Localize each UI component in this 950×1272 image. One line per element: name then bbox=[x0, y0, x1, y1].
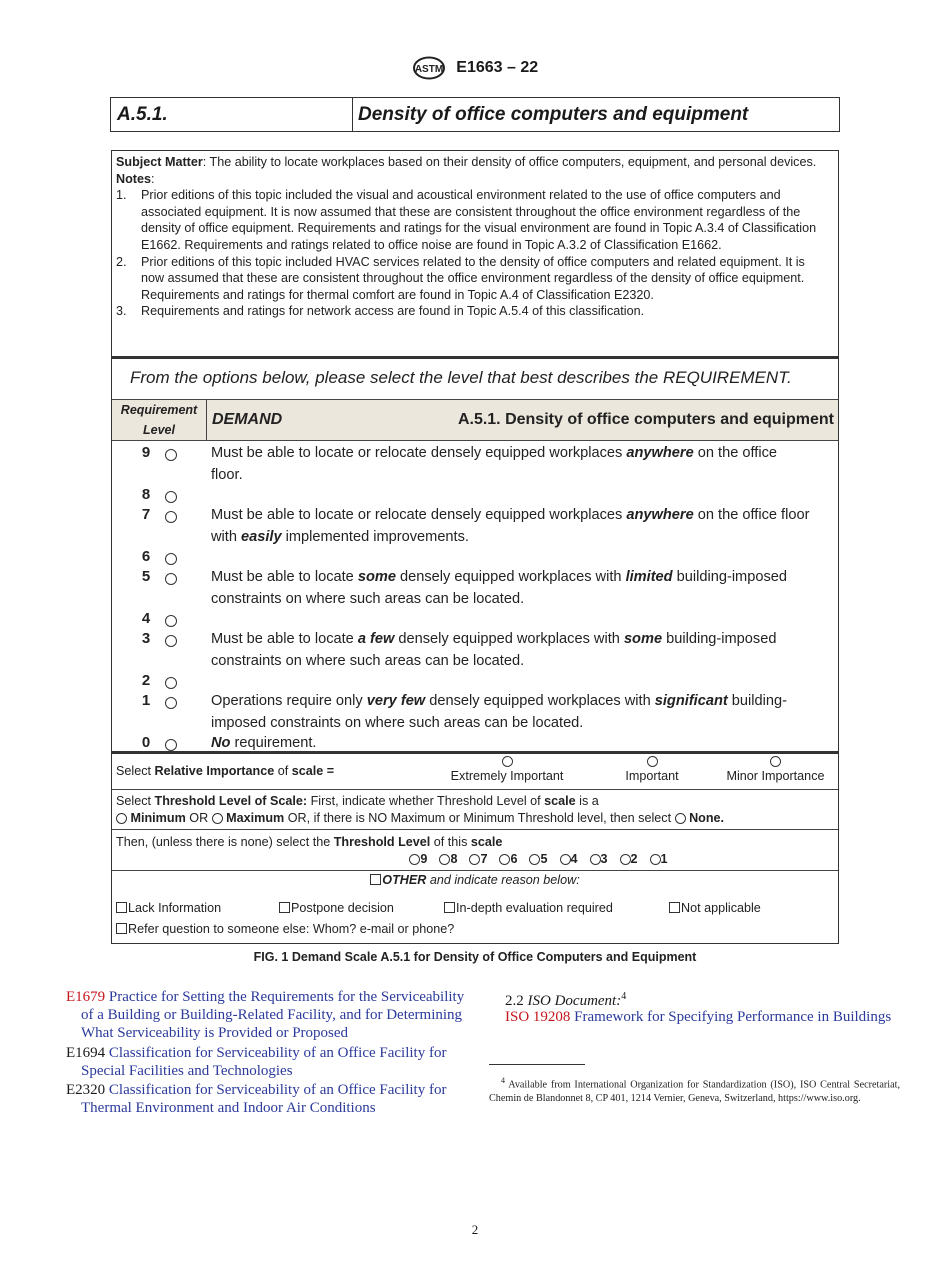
topic-number: A.5.1. bbox=[111, 98, 353, 131]
threshold-option-5[interactable] bbox=[529, 852, 547, 866]
level-number: 0 bbox=[141, 734, 151, 751]
ref-code: E1694 bbox=[66, 1045, 106, 1061]
level-description bbox=[211, 691, 811, 734]
other-checkbox[interactable] bbox=[370, 874, 381, 885]
emphasis-text: significant bbox=[654, 693, 728, 709]
level-radio-0[interactable] bbox=[165, 739, 177, 751]
importance-option-label: Extremely Important bbox=[450, 769, 564, 783]
importance-option-label: Minor Importance bbox=[726, 769, 825, 783]
reason-label: Refer question to someone else: Whom? e-mail or phone? bbox=[128, 922, 455, 936]
emphasis-text: anywhere bbox=[626, 445, 694, 461]
level-description bbox=[211, 567, 811, 610]
thl-t2: of this bbox=[430, 835, 471, 849]
none-radio[interactable] bbox=[675, 813, 686, 824]
page-number: 2 bbox=[471, 1222, 479, 1237]
other-label: OTHER bbox=[382, 873, 427, 887]
radio-icon[interactable] bbox=[502, 756, 513, 767]
imp-mid: of bbox=[274, 764, 292, 778]
none-label: None. bbox=[689, 811, 725, 825]
ref-title[interactable]: Practice for Setting the Requirements for the Serviceability of a Building or Building-Related Facility, and for Determining What Serviceability is Provided or Proposed bbox=[81, 989, 465, 1042]
threshold-option-label: 9 bbox=[420, 852, 428, 866]
reason-refer[interactable] bbox=[116, 922, 831, 936]
maximum-label: Maximum bbox=[226, 811, 285, 825]
checkbox-icon[interactable] bbox=[116, 923, 127, 934]
thl-t1: Then, (unless there is none) select the bbox=[116, 835, 334, 849]
reference-item bbox=[66, 1081, 476, 1117]
radio-icon[interactable] bbox=[409, 854, 420, 865]
figure-caption: FIG. 1 Demand Scale A.5.1 for Density of Office Computers and Equipment bbox=[253, 950, 697, 964]
emphasis-text: a few bbox=[357, 631, 395, 647]
radio-icon[interactable] bbox=[439, 854, 450, 865]
radio-icon[interactable] bbox=[499, 854, 510, 865]
level-radio-8[interactable] bbox=[165, 491, 177, 503]
importance-option-label: Important bbox=[625, 769, 679, 783]
section-title: ISO Document: bbox=[527, 993, 622, 1009]
description-text: on the office floor with bbox=[211, 507, 810, 545]
emphasis-text: easily bbox=[241, 528, 282, 545]
other-text: and indicate reason below: bbox=[426, 873, 580, 887]
level-radio-6[interactable] bbox=[165, 553, 177, 565]
threshold-option-3[interactable] bbox=[590, 852, 608, 866]
level-number: 9 bbox=[141, 444, 151, 461]
footnote-text: Available from International Organization for Standardization (ISO), ISO Central Secretariat, Chemin de Blandonnet 8, CP 401, 1214 Vernier, Geneva, Switzerland, https://www.iso.org. bbox=[489, 1079, 900, 1104]
imp-bold2: scale = bbox=[291, 764, 335, 778]
description-text: Must be able to locate or relocate densely equipped workplaces bbox=[211, 445, 627, 461]
req-level-line2: Level bbox=[143, 423, 175, 437]
reference-item bbox=[66, 988, 476, 1043]
imp-bold1: Relative Importance bbox=[154, 764, 275, 778]
importance-label bbox=[116, 764, 334, 778]
designation: E1663 – 22 bbox=[456, 59, 539, 77]
or-text: OR bbox=[185, 811, 212, 825]
level-number: 5 bbox=[141, 568, 151, 585]
thl-bold1: Threshold Level bbox=[333, 835, 431, 849]
emphasis-text: very few bbox=[366, 693, 426, 709]
level-radio-2[interactable] bbox=[165, 677, 177, 689]
imp-prefix: Select bbox=[116, 764, 155, 778]
description-text: implemented improvements. bbox=[281, 528, 469, 545]
level-number: 1 bbox=[141, 692, 151, 709]
reason-postpone[interactable] bbox=[279, 901, 394, 915]
level-radio-9[interactable] bbox=[165, 449, 177, 461]
emphasis-text: some bbox=[623, 631, 663, 647]
threshold-level-row bbox=[116, 834, 831, 868]
footnote-ref[interactable]: 4 bbox=[621, 991, 627, 1002]
section-number: 2.2 bbox=[505, 993, 524, 1009]
subject-text: : The ability to locate workplaces based on their density of office computers, equipment, and personal devices. bbox=[202, 155, 817, 169]
page-header bbox=[0, 56, 950, 80]
footnote bbox=[489, 1074, 900, 1105]
relative-importance-row bbox=[112, 751, 838, 788]
ref-code: E2320 bbox=[66, 1082, 106, 1098]
iso-reference bbox=[505, 1008, 915, 1026]
radio-icon[interactable] bbox=[647, 756, 658, 767]
subject-label: Subject Matter bbox=[116, 155, 203, 169]
radio-icon[interactable] bbox=[560, 854, 571, 865]
radio-icon[interactable] bbox=[590, 854, 601, 865]
astm-logo bbox=[412, 56, 446, 80]
subject-matter bbox=[116, 154, 831, 320]
thr-bold2: scale bbox=[544, 794, 576, 808]
description-text: densely equipped workplaces with bbox=[395, 569, 626, 585]
description-text: Must be able to locate bbox=[211, 569, 358, 585]
demand-header bbox=[112, 399, 838, 441]
reason-in-depth[interactable] bbox=[444, 901, 613, 915]
threshold-option-label: 7 bbox=[480, 852, 488, 866]
radio-icon[interactable] bbox=[529, 854, 540, 865]
note-item bbox=[116, 303, 831, 320]
description-text: Must be able to locate bbox=[211, 631, 358, 647]
threshold-option-9[interactable] bbox=[409, 852, 427, 866]
threshold-option-label: 4 bbox=[570, 852, 578, 866]
req-level-line1: Requirement bbox=[120, 403, 198, 417]
thr-select: Select bbox=[116, 794, 155, 808]
level-radio-5[interactable] bbox=[165, 573, 177, 585]
other-row bbox=[112, 873, 838, 887]
note-num: 2. bbox=[116, 254, 127, 269]
ref-code[interactable]: ISO 19208 bbox=[505, 1009, 571, 1025]
description-text: on the office floor. bbox=[211, 445, 777, 483]
ref-code[interactable]: E1679 bbox=[66, 989, 106, 1005]
importance-option-minor[interactable] bbox=[717, 756, 834, 783]
level-number: 3 bbox=[141, 630, 151, 647]
threshold-option-1[interactable] bbox=[650, 852, 668, 866]
minimum-label: Minimum bbox=[130, 811, 186, 825]
emphasis-text: anywhere bbox=[626, 507, 694, 523]
emphasis-text: some bbox=[357, 569, 396, 585]
level-radio-1[interactable] bbox=[165, 697, 177, 709]
notes-label: Notes bbox=[116, 171, 151, 186]
level-radio-4[interactable] bbox=[165, 615, 177, 627]
reference-item bbox=[66, 1044, 476, 1080]
demand-title: A.5.1. Density of office computers and equipment bbox=[457, 411, 834, 428]
description-text: densely equipped workplaces with bbox=[394, 631, 624, 647]
checkbox-icon[interactable] bbox=[669, 902, 680, 913]
importance-option-important[interactable] bbox=[607, 756, 697, 783]
threshold-scale-row bbox=[116, 793, 724, 827]
demand-label: DEMAND bbox=[212, 411, 283, 428]
level-description bbox=[211, 505, 811, 548]
instruction-text: From the options below, please select the level that best describes the REQUIREMENT. bbox=[130, 368, 792, 387]
thr-t3: OR, if there is NO Maximum or Minimum Threshold level, then select bbox=[284, 811, 675, 825]
divider bbox=[112, 356, 838, 359]
divider bbox=[112, 789, 838, 790]
description-text: building-imposed constraints on where such areas can be located. bbox=[211, 631, 777, 669]
description-text: Operations require only bbox=[211, 693, 367, 709]
level-radio-3[interactable] bbox=[165, 635, 177, 647]
checkbox-icon[interactable] bbox=[279, 902, 290, 913]
description-text: building-imposed constraints on where such areas can be located. bbox=[211, 569, 787, 607]
level-number: 7 bbox=[141, 506, 151, 523]
level-number: 6 bbox=[141, 548, 151, 565]
ref-title[interactable]: Classification for Serviceability of an Office Facility for Special Facilities and Technologies bbox=[81, 1045, 447, 1080]
note-text: Prior editions of this topic included HVAC services related to the density of office computers and related equipment. It is now assumed that these are consistent throughout the office environment regardless of the density of office equipment. Requirements and ratings for thermal comfort are found in Topic A.4 of Classification E2320. bbox=[141, 254, 805, 302]
description-text: densely equipped workplaces with bbox=[425, 693, 655, 709]
level-description bbox=[211, 443, 811, 486]
note-text: Requirements and ratings for network access are found in Topic A.5.4 of this classification. bbox=[141, 304, 645, 319]
note-text: Prior editions of this topic included the visual and acoustical environment related to the use of office computers and associated equipment. It is now assumed that these are consistent throughout the office environment regardless of the density of office equipment. Requirements and ratings for the visual environment are found in Topic A.3.4 of Classification E1662. Requirements and ratings related to office noise are found in Topic A.3.2 of Classification E1662. bbox=[141, 188, 817, 252]
svg-text:ASTM: ASTM bbox=[414, 64, 444, 75]
threshold-option-label: 6 bbox=[510, 852, 518, 866]
thr-t2: is a bbox=[575, 794, 599, 808]
thr-bold1: Threshold Level of Scale: bbox=[154, 794, 308, 808]
level-number: 8 bbox=[141, 486, 151, 503]
emphasis-text: limited bbox=[625, 569, 673, 585]
level-description bbox=[211, 629, 811, 672]
level-number: 4 bbox=[141, 610, 151, 627]
threshold-option-label: 8 bbox=[450, 852, 458, 866]
requirement-level-header bbox=[112, 400, 207, 440]
radio-icon[interactable] bbox=[469, 854, 480, 865]
reason-label: Postpone decision bbox=[291, 901, 394, 915]
note-num: 3. bbox=[116, 304, 127, 319]
threshold-option-8[interactable] bbox=[439, 852, 457, 866]
threshold-option-label: 3 bbox=[600, 852, 608, 866]
description-text: Must be able to locate or relocate densely equipped workplaces bbox=[211, 507, 627, 523]
reason-lack-information[interactable] bbox=[116, 901, 221, 915]
threshold-option-label: 5 bbox=[540, 852, 548, 866]
notes-colon: : bbox=[151, 171, 155, 186]
footnote-sup: 4 bbox=[501, 1076, 505, 1085]
note-item bbox=[116, 187, 831, 253]
threshold-level-options bbox=[116, 851, 831, 868]
ref-title[interactable]: Framework for Specifying Performance in Buildings bbox=[570, 1009, 892, 1025]
radio-icon[interactable] bbox=[770, 756, 781, 767]
description-text: requirement. bbox=[230, 735, 317, 751]
note-num: 1. bbox=[116, 188, 127, 203]
level-radio-7[interactable] bbox=[165, 511, 177, 523]
reason-label: In-depth evaluation required bbox=[456, 901, 613, 915]
threshold-option-label: 1 bbox=[660, 852, 668, 866]
reason-label: Not applicable bbox=[681, 901, 761, 915]
thr-t1: First, indicate whether Threshold Level of bbox=[307, 794, 545, 808]
threshold-option-7[interactable] bbox=[469, 852, 487, 866]
radio-icon[interactable] bbox=[650, 854, 661, 865]
threshold-option-4[interactable] bbox=[560, 852, 578, 866]
reason-label: Lack Information bbox=[128, 901, 222, 915]
note-item bbox=[116, 254, 831, 304]
threshold-option-6[interactable] bbox=[499, 852, 517, 866]
thl-bold2: scale bbox=[470, 835, 503, 849]
topic-title: Density of office computers and equipment bbox=[358, 104, 749, 125]
ref-title[interactable]: Classification for Serviceability of an Office Facility for Thermal Environment and Indoor Air Conditions bbox=[81, 1082, 447, 1117]
demand-scale-form bbox=[111, 150, 839, 944]
divider bbox=[112, 829, 838, 830]
threshold-option-2[interactable] bbox=[620, 852, 638, 866]
threshold-option-label: 2 bbox=[630, 852, 638, 866]
checkbox-icon[interactable] bbox=[116, 902, 127, 913]
footnote-rule bbox=[489, 1064, 585, 1065]
description-text: building-imposed constraints on where such areas can be located. bbox=[211, 693, 787, 731]
topic-title-box bbox=[110, 97, 840, 132]
radio-icon[interactable] bbox=[620, 854, 631, 865]
minimum-radio[interactable] bbox=[116, 813, 127, 824]
level-number: 2 bbox=[141, 672, 151, 689]
emphasis-text: No bbox=[211, 735, 231, 751]
reason-not-applicable[interactable] bbox=[669, 901, 761, 915]
maximum-radio[interactable] bbox=[212, 813, 223, 824]
checkbox-icon[interactable] bbox=[444, 902, 455, 913]
iso-section-heading bbox=[505, 988, 626, 1010]
divider bbox=[112, 870, 838, 871]
importance-option-extremely[interactable] bbox=[442, 756, 572, 783]
reasons bbox=[116, 901, 831, 936]
